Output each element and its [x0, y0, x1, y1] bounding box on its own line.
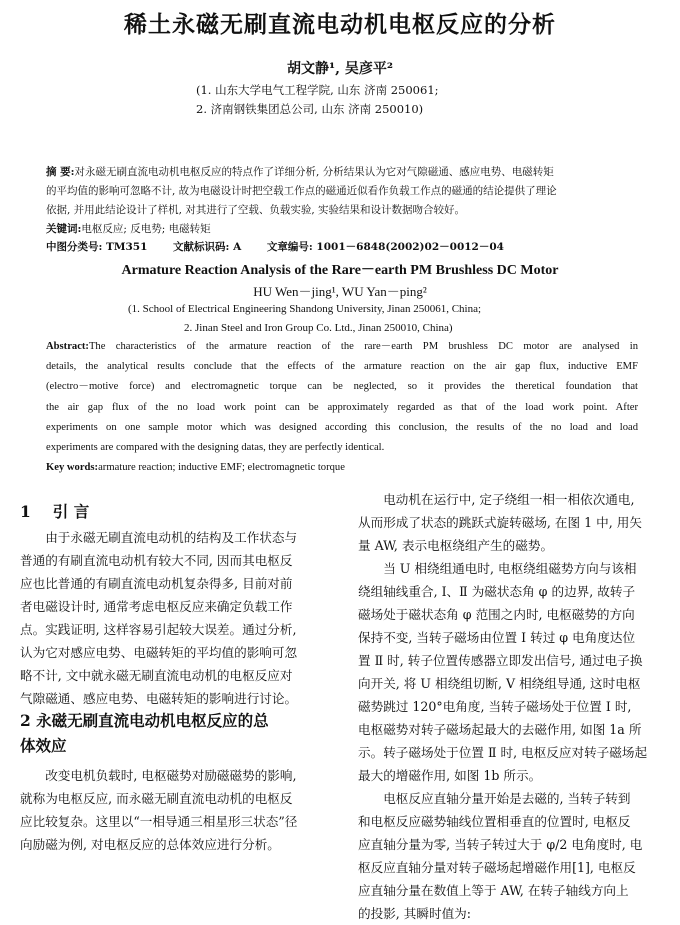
abstract-en-text-1: The characteristics of the armature reaction of the rare－earth PM brushless DC motor are analysed in	[88, 341, 638, 352]
right-column-line: 电枢磁势对转子磁场起最大的去磁作用, 如图 1a 所	[358, 722, 642, 737]
abstract-en	[46, 337, 638, 478]
section-2-line: 就称为电枢反应, 而永磁无刷直流电动机的电枢反	[20, 791, 293, 806]
clc-number: 中图分类号: TM351	[46, 241, 148, 253]
section-1-number: 1	[20, 502, 31, 521]
english-affiliation-1: (1. School of Electrical Engineering Shandong University, Jinan 250061, China;	[128, 303, 482, 315]
english-title: Armature Reaction Analysis of the Rare－earth PM Brushless DC Motor	[121, 263, 559, 278]
section-1-line: 气隙磁通、感应电势、电磁转矩的影响进行讨论。	[20, 691, 298, 706]
english-authors: HU Wen－jing¹, WU Yan－ping²	[253, 284, 427, 299]
authors: 胡文静¹, 吴彦平²	[286, 61, 393, 77]
right-column-line: 磁场处于磁状态角 φ 范围之内时, 电枢磁势的方向	[358, 607, 635, 622]
section-2-body	[20, 764, 336, 856]
keywords-en-label: Key words:	[46, 462, 99, 474]
section-2-line: 向励磁为例, 对电枢反应的总体效应进行分析。	[20, 837, 280, 852]
abstract-cn-line-1	[46, 163, 638, 182]
section-1-line: 点。实践证明, 这样容易引起较大误差。通过分析,	[20, 622, 297, 637]
keywords-cn	[46, 220, 638, 239]
abstract-en-line-2: details, the analytical results conclude that the effects of the armature reaction on the air gap flux, inductive EMF	[46, 361, 638, 373]
keywords-en	[46, 458, 638, 478]
section-1-title: 引 言	[52, 502, 90, 521]
keywords-en-text: armature reaction; inductive EMF; electromagnetic torque	[98, 462, 345, 474]
affiliation-2: 2. 济南钢铁集团总公司, 山东 济南 250010)	[196, 102, 424, 116]
abstract-en-line-3: (electro－motive force) and electromagnetic torque can be neglected, so it provides the theretical foundation that	[46, 381, 638, 393]
right-column-line: 从而形成了状态的跳跃式旋转磁场, 在图 1 中, 用矢	[358, 515, 642, 530]
abstract-en-line-4: the air gap flux of the no load work point can be approximately regarded as that of the load work point. After	[46, 401, 638, 413]
section-1-line: 者电磁设计时, 通常考虑电枢反应来确定负载工作	[20, 599, 293, 614]
right-column-line: 最大的增磁作用, 如图 1b 所示。	[358, 768, 542, 783]
section-1-line: 认为它对感应电势、电磁转矩的平均值的影响可忽	[20, 645, 298, 660]
section-1-heading	[20, 499, 89, 524]
section-1-line: 略不计, 文中就永磁无刷直流电动机的电枢反应对	[20, 668, 293, 683]
keywords-cn-text: 电枢反应; 反电势; 电磁转矩	[81, 223, 211, 235]
abstract-cn-label: 摘 要:	[46, 166, 75, 178]
section-2-line: 改变电机负载时, 电枢磁势对励磁磁势的影响,	[20, 768, 297, 783]
document-code: 文献标识码: A	[173, 241, 242, 253]
right-column-line: 绕组轴线重合, Ⅰ、Ⅱ 为磁状态角 φ 的边界, 故转子	[358, 584, 636, 599]
section-2-line: 应比较复杂。这里以“一相导通三相星形三状态”径	[20, 814, 298, 829]
keywords-cn-label: 关键词:	[46, 223, 82, 235]
right-column-line: 应直轴分量为零, 当转子转过大于 φ/2 电角度时, 电	[358, 837, 643, 852]
right-column-line: 向开关, 将 U 相绕组切断, V 相绕组导通, 这时电枢	[358, 676, 641, 691]
right-column-line: 置 Ⅱ 时, 转子位置传感器立即发出信号, 通过电子换	[358, 653, 643, 668]
section-1-line: 普通的有刷直流电动机有较大不同, 因而其电枢反	[20, 553, 293, 568]
right-column-line: 的投影, 其瞬时值为:	[358, 906, 471, 921]
abstract-en-label: Abstract:	[46, 341, 89, 352]
affiliation-1: (1. 山东大学电气工程学院, 山东 济南 250061;	[196, 83, 439, 97]
right-column-line: 电枢反应直轴分量开始是去磁的, 当转子转到	[358, 791, 631, 806]
english-affiliation-2: 2. Jinan Steel and Iron Group Co. Ltd., Jinan 250010, China)	[184, 322, 453, 334]
section-1-line: 由于永磁无刷直流电动机的结构及工作状态与	[20, 530, 298, 545]
abstract-cn-line-2: 的平均值的影响可忽略不计, 故为电磁设计时把空载工作点的磁通近似看作负载工作点的磁通的结论提供了理论	[46, 185, 557, 197]
section-2-heading	[20, 708, 336, 758]
right-column-line: 示。转子磁场处于位置 Ⅱ 时, 电枢反应对转子磁场起	[358, 745, 648, 760]
abstract-cn-line-3: 依据, 并用此结论设计了样机, 对其进行了空载、负载实验, 实验结果和设计数据吻合较好。	[46, 204, 466, 216]
paper-title: 稀土永磁无刷直流电动机电枢反应的分析	[124, 11, 556, 38]
abstract-cn	[46, 163, 638, 239]
section-2-heading-line-2: 体效应	[20, 736, 67, 755]
right-column-line: 当 U 相绕组通电时, 电枢绕组磁势方向与该相	[358, 561, 637, 576]
section-2-heading-line-1: 2 永磁无刷直流电动机电枢反应的总	[20, 711, 269, 730]
section-1-line: 应也比普通的有刷直流电动机复杂得多, 目前对前	[20, 576, 293, 591]
section-1-body	[20, 526, 336, 710]
abstract-en-line-1	[46, 337, 638, 357]
right-column-body	[358, 488, 664, 925]
right-column-line: 和电枢反应磁势轴线位置相垂直的位置时, 电枢反	[358, 814, 631, 829]
article-number: 文章编号: 1001－6848(2002)02－0012－04	[266, 241, 504, 253]
right-column-line: 枢反应直轴分量对转子磁场起增磁作用[1], 电枢反	[358, 860, 636, 875]
abstract-en-line-6: experiments are compared with the designing datas, they are perfectly identical.	[46, 441, 385, 453]
right-column-line: 磁势跳过 120°电角度, 当转子磁场处于位置 Ⅰ 时,	[358, 699, 632, 714]
abstract-en-line-5: experiments on one sample motor which was designed according this conclusion, the results of the no load and load	[46, 421, 638, 433]
right-column-line: 应直轴分量在数值上等于 AW, 在转子轴线方向上	[358, 883, 629, 898]
right-column-line: 保持不变, 当转子磁场由位置 Ⅰ 转过 φ 电角度达位	[358, 630, 636, 645]
abstract-cn-text-1: 对永磁无刷直流电动机电枢反应的特点作了详细分析, 分析结果认为它对气隙磁通、感应电势、电磁转矩	[74, 166, 554, 178]
right-column-line: 电动机在运行中, 定子绕组一相一相依次通电,	[358, 492, 635, 507]
classification-line	[46, 239, 526, 254]
right-column-line: 量 AW, 表示电枢绕组产生的磁势。	[358, 538, 554, 553]
